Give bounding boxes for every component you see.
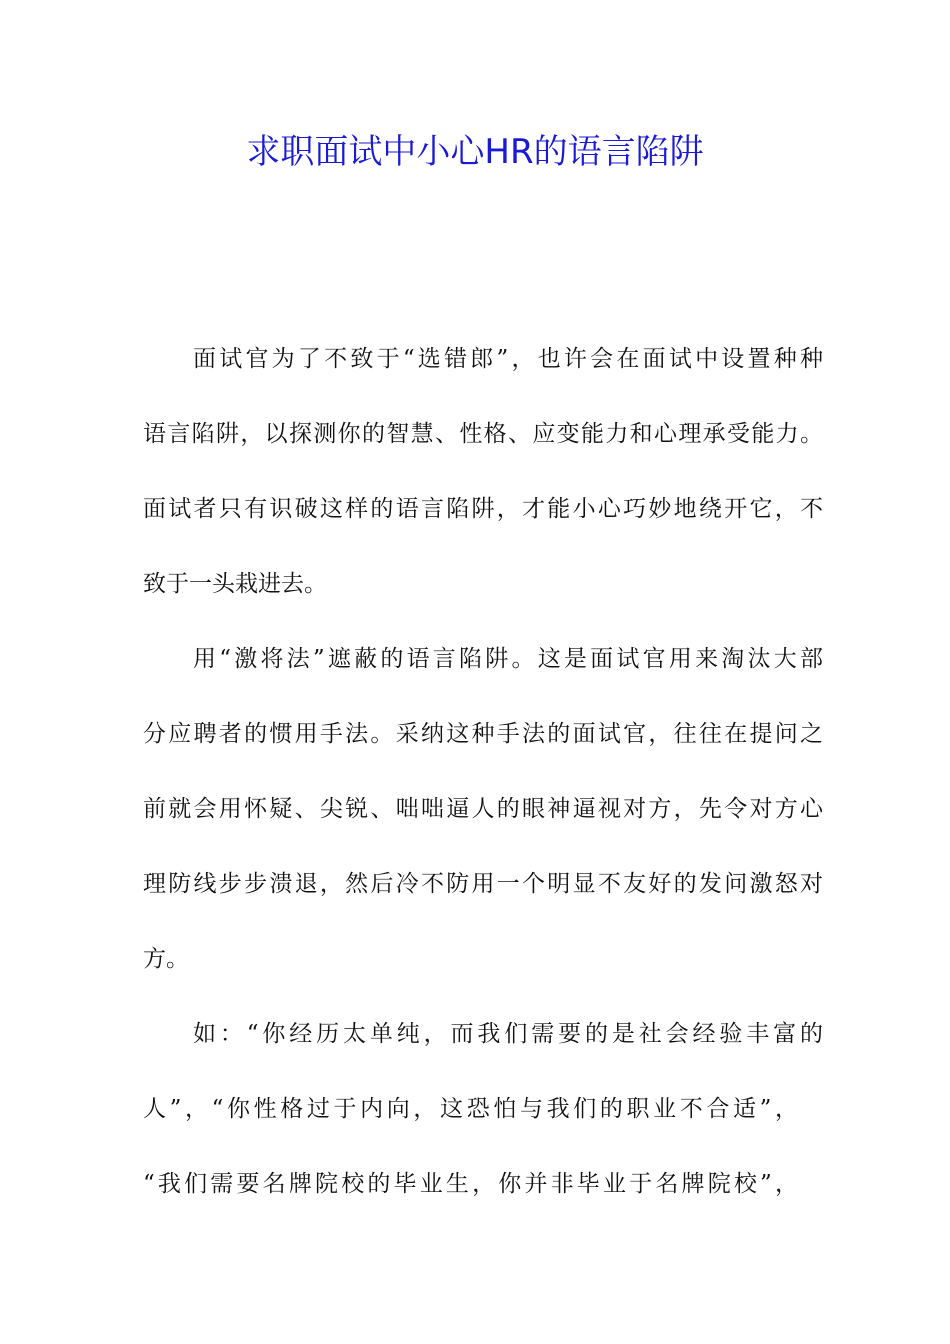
paragraph-line: 如：“你经历太单纯，而我们需要的是社会经验丰富的 — [193, 1021, 823, 1047]
paragraph-line: 理防线步步溃退，然后冷不防用一个明显不友好的发问激怒对 — [143, 871, 823, 897]
paragraph-line: 致于一头栽进去。 — [143, 571, 327, 597]
paragraph-line: 语言陷阱，以探测你的智慧、性格、应变能力和心理承受能力。 — [143, 421, 823, 447]
paragraph-line: 面试官为了不致于“选错郎”，也许会在面试中设置种种 — [193, 346, 823, 372]
paragraph-line: 前就会用怀疑、尖锐、咄咄逼人的眼神逼视对方，先令对方心 — [143, 796, 823, 822]
paragraph-line: 分应聘者的惯用手法。采纳这种手法的面试官，往往在提问之 — [143, 721, 823, 747]
document-title: 求职面试中小心HR的语言陷阱 — [246, 132, 704, 172]
paragraph-line: 方。 — [143, 946, 189, 972]
paragraph-line: 人”，“你性格过于内向，这恐怕与我们的职业不合适”， — [143, 1096, 798, 1122]
paragraph-line: 面试者只有识破这样的语言陷阱，才能小心巧妙地绕开它，不 — [143, 496, 823, 522]
paragraph-line: 用“激将法”遮蔽的语言陷阱。这是面试官用来淘汰大部 — [193, 646, 823, 672]
paragraph-line: “我们需要名牌院校的毕业生，你并非毕业于名牌院校”， — [143, 1171, 798, 1197]
